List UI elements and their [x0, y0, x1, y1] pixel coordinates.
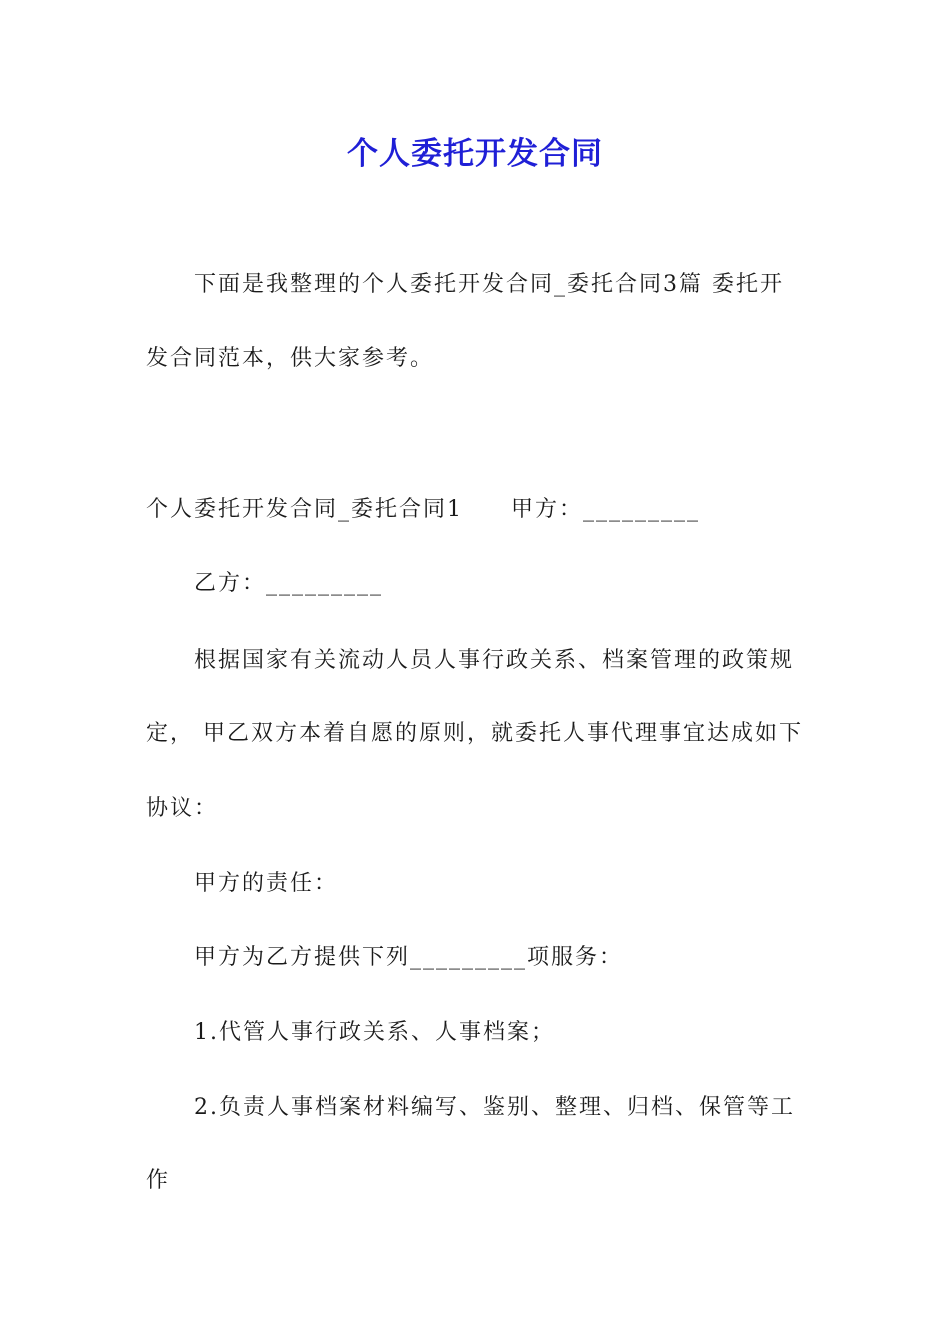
party-b-field: 乙方：_________ [194, 571, 384, 596]
intro-line-1: 下面是我整理的个人委托开发合同_委托合同3篇 委托开 [194, 272, 784, 297]
list-item-2-line-1: 2.负责人事档案材料编写、鉴别、整理、归档、保管等工 [194, 1095, 795, 1120]
intro-line-2: 发合同范本，供大家参考。 [146, 346, 435, 371]
services-line: 甲方为乙方提供下列_________项服务： [194, 945, 624, 970]
paragraph-1-line-3: 协议： [146, 796, 219, 821]
contract-heading: 个人委托开发合同_委托合同1 [146, 497, 463, 522]
paragraph-1-line-1: 根据国家有关流动人员人事行政关系、档案管理的政策规 [194, 648, 795, 673]
list-item-1: 1.代管人事行政关系、人事档案； [194, 1020, 555, 1045]
list-item-2-line-2: 作 [146, 1168, 171, 1193]
paragraph-1-line-2: 定， 甲乙双方本着自愿的原则，就委托人事代理事宜达成如下 [146, 721, 803, 746]
contract-heading-row [146, 495, 700, 525]
duty-heading: 甲方的责任： [194, 871, 339, 896]
document-title: 个人委托开发合同 [347, 136, 603, 172]
party-a-field: 甲方：_________ [511, 497, 701, 522]
